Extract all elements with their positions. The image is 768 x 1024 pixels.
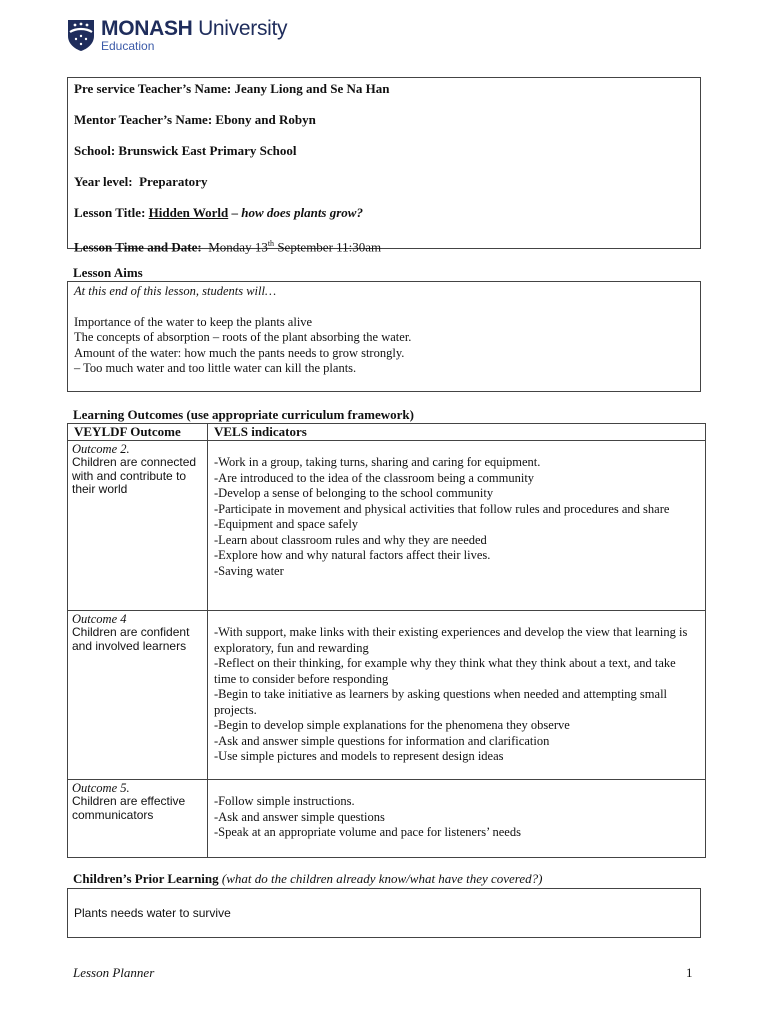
outcome-cell: Outcome 4 Children are confident and involved learners (68, 611, 208, 780)
lesson-aims-box (67, 281, 701, 392)
aim-item: The concepts of absorption – roots of the plant absorbing the water. (74, 330, 412, 344)
vels-column-header: VELS indicators (208, 424, 706, 441)
outcome-cell: Outcome 5. Children are effective communicators (68, 780, 208, 858)
aim-item: – Too much water and too little water can kill the plants. (74, 361, 357, 375)
learning-outcomes-table (67, 423, 706, 858)
prior-learning-text: Plants needs water to survive (74, 906, 231, 920)
prior-learning-box (67, 888, 701, 938)
table-row (68, 441, 706, 611)
lesson-title-row: Lesson Title: Hidden World – how does plants grow? (74, 205, 363, 220)
table-header-row (68, 424, 706, 441)
lesson-aims-heading: Lesson Aims (73, 265, 143, 280)
page-number: 1 (686, 965, 693, 980)
outcome-cell: Outcome 2. Children are connected with and contribute to their world (68, 441, 208, 611)
indicators-cell: -Work in a group, taking turns, sharing and caring for equipment. -Are introduced to the idea of the classroom being a community -Develop a sense of belonging to the school community -Participate in movement and physical activities that follow rules and procedures and share -Equipment and space safely -Learn about classroom rules and why they are needed -Explore how and why natural factors affect their lives. -Saving water (208, 441, 706, 611)
crest-icon (66, 18, 96, 52)
logo-wordmark: MONASH University (101, 17, 288, 40)
teacher-name-row: Pre service Teacher’s Name: Jeany Liong and Se Na Han (74, 81, 390, 96)
veyldf-column-header: VEYLDF Outcome (68, 424, 208, 441)
aims-intro: At this end of this lesson, students will… (74, 284, 277, 298)
school-row: School: Brunswick East Primary School (74, 143, 297, 158)
learning-outcomes-heading: Learning Outcomes (use appropriate curriculum framework) (73, 407, 414, 422)
indicators-cell: -Follow simple instructions. -Ask and answer simple questions -Speak at an appropriate volume and pace for listeners’ needs (208, 780, 706, 858)
year-level-row: Year level: Preparatory (74, 174, 208, 189)
table-row (68, 780, 706, 858)
table-row (68, 611, 706, 780)
monash-logo (66, 18, 287, 56)
logo-faculty: Education (101, 39, 155, 53)
lesson-time-row: Lesson Time and Date: Monday 13th September 11:30am (74, 239, 382, 255)
prior-learning-heading: Children’s Prior Learning (what do the children already know/what have they covered?) (73, 871, 543, 886)
aim-item: Importance of the water to keep the plants alive (74, 314, 313, 329)
mentor-name-row: Mentor Teacher’s Name: Ebony and Robyn (74, 112, 316, 127)
lesson-details-box (67, 77, 701, 255)
indicators-cell: -With support, make links with their existing experiences and develop the view that learning is exploratory, fun and rewarding -Reflect on their thinking, for example why they think what they think about a text, and take time to consider before responding -Begin to take initiative as learners by asking questions when needed and attempting small projects. -Begin to develop simple explanations for the phenomena they observe -Ask and answer simple questions for information and clarification -Use simple pictures and models to represent design ideas (208, 611, 706, 780)
aim-item: Amount of the water: how much the pants needs to grow strongly. (74, 345, 405, 360)
footer-title: Lesson Planner (73, 965, 155, 980)
